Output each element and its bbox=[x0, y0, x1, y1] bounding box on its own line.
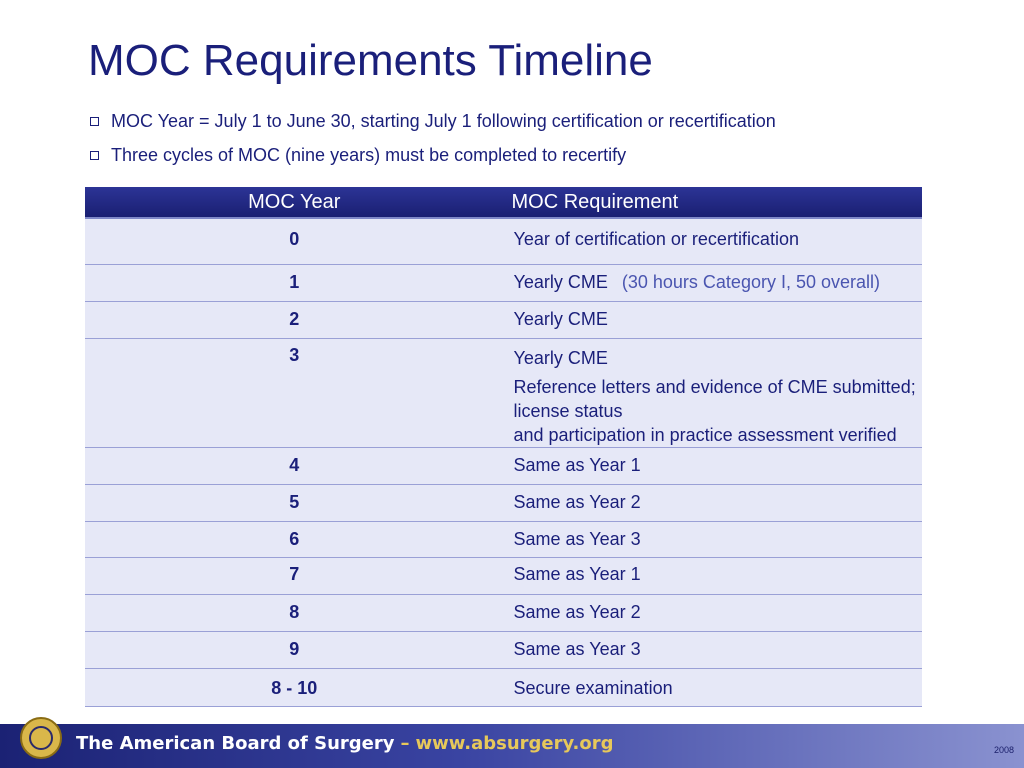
footer-year: 2008 bbox=[993, 745, 1014, 755]
table-row bbox=[85, 447, 922, 484]
year-cell: 5 bbox=[85, 484, 504, 521]
year-cell: 6 bbox=[85, 521, 504, 557]
requirement-cell: Secure examination bbox=[504, 668, 923, 706]
abs-seal-icon bbox=[20, 717, 62, 759]
table-row bbox=[85, 218, 922, 264]
table-row bbox=[85, 668, 922, 706]
bullet-text: Three cycles of MOC (nine years) must be completed to recertify bbox=[111, 144, 627, 165]
header-moc-year: MOC Year bbox=[85, 187, 504, 218]
table-row bbox=[85, 301, 922, 338]
table-row bbox=[85, 338, 922, 447]
table-row bbox=[85, 521, 922, 557]
requirement-cell bbox=[504, 338, 923, 447]
footer-url-link[interactable]: www.absurgery.org bbox=[415, 733, 614, 754]
table-row bbox=[85, 631, 922, 668]
year-cell: 8 bbox=[85, 594, 504, 631]
requirement-detail: Reference letters and evidence of CME submitted; license status and participation in practice assessment verified bbox=[513, 376, 916, 445]
table-row bbox=[85, 557, 922, 594]
moc-requirements-table bbox=[85, 187, 922, 707]
year-cell: 9 bbox=[85, 631, 504, 668]
footer-organization bbox=[76, 733, 614, 754]
year-cell: 3 bbox=[85, 338, 504, 447]
requirement-note: (30 hours Category I, 50 overall) bbox=[621, 271, 881, 292]
requirement-cell: Same as Year 3 bbox=[504, 631, 923, 668]
year-cell: 4 bbox=[85, 447, 504, 484]
requirement-cell: Same as Year 2 bbox=[504, 484, 923, 521]
bullet-list bbox=[88, 104, 776, 172]
year-cell: 1 bbox=[85, 264, 504, 301]
requirement-text: Yearly CME bbox=[513, 347, 608, 368]
bullet-item bbox=[88, 104, 776, 138]
requirement-cell bbox=[504, 264, 923, 301]
table-row bbox=[85, 264, 922, 301]
year-cell: 0 bbox=[85, 218, 504, 264]
requirement-cell: Year of certification or recertification bbox=[504, 218, 923, 264]
requirement-cell: Yearly CME bbox=[504, 301, 923, 338]
requirement-cell: Same as Year 3 bbox=[504, 521, 923, 557]
slide-title: MOC Requirements Timeline bbox=[88, 36, 653, 85]
table-header-row bbox=[85, 187, 922, 218]
header-moc-requirement: MOC Requirement bbox=[504, 187, 923, 218]
table-row bbox=[85, 594, 922, 631]
footer-separator: – bbox=[400, 733, 410, 754]
requirement-cell: Same as Year 2 bbox=[504, 594, 923, 631]
bullet-item bbox=[88, 138, 776, 172]
requirement-cell: Same as Year 1 bbox=[504, 447, 923, 484]
square-bullet-icon bbox=[90, 117, 99, 126]
table-row bbox=[85, 484, 922, 521]
square-bullet-icon bbox=[90, 151, 99, 160]
org-name: The American Board of Surgery bbox=[76, 733, 395, 754]
year-cell: 2 bbox=[85, 301, 504, 338]
year-cell: 7 bbox=[85, 557, 504, 594]
bullet-text: MOC Year = July 1 to June 30, starting July 1 following certification or recertification bbox=[111, 110, 776, 131]
requirement-text: Yearly CME bbox=[513, 271, 608, 292]
requirement-cell: Same as Year 1 bbox=[504, 557, 923, 594]
year-cell: 8 - 10 bbox=[85, 668, 504, 706]
